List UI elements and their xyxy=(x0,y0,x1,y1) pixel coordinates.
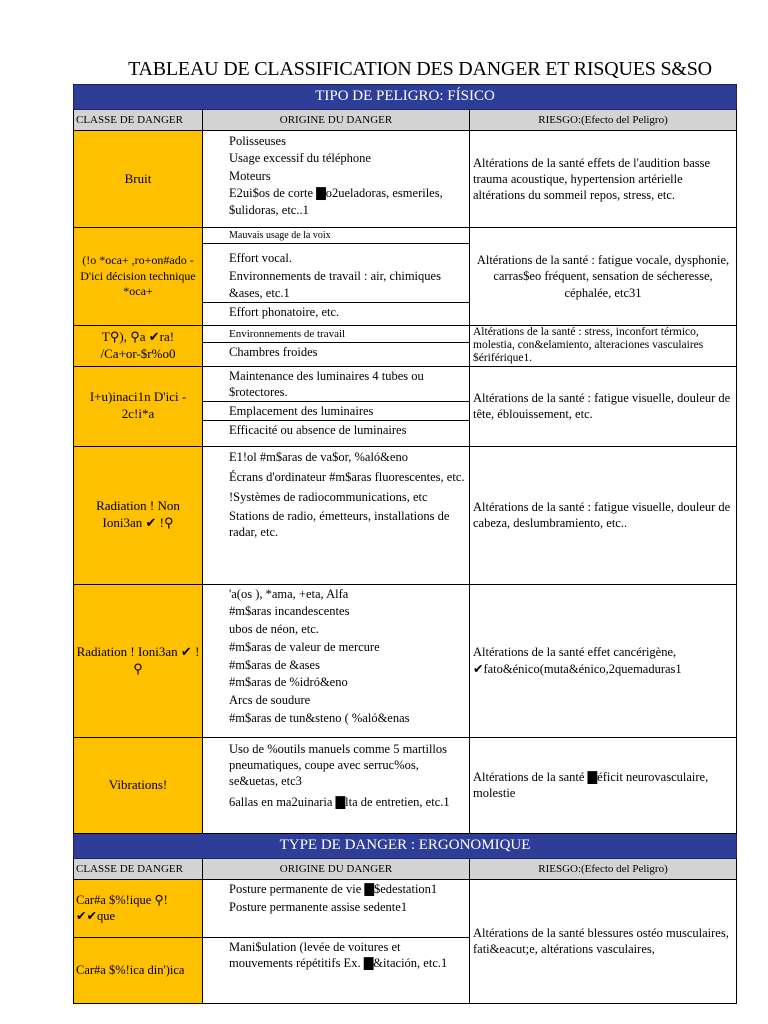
risk-cell: Altérations de la santé : fatigue visuelle, douleur de cabeza, deslumbramiento, etc.. xyxy=(470,446,737,584)
hazard-table xyxy=(73,84,737,1004)
table-row xyxy=(74,446,737,584)
header-classe: CLASSE DE DANGER xyxy=(74,110,203,131)
table-row xyxy=(74,228,737,326)
origin-item: Mani$ulation (levée de voitures et mouvements répétitifs Ex. ▇&itación, etc.1 xyxy=(229,939,448,970)
origin-item: Uso de %outils manuels comme 5 martillos pneumatiques, coupe avec serruc%os, se&uetas, etc3 xyxy=(229,741,448,789)
origin-item: Environnements de travail : air, chimiques &ases, etc.1 xyxy=(229,269,441,300)
origin-item: Maintenance des luminaires 4 tubes ou $rotectores. xyxy=(203,367,469,403)
table-row xyxy=(74,366,737,446)
origin-cell xyxy=(203,366,470,446)
hazard-class: (!o *oca+ ,ro+on#ado - D'ici décision technique *oca+ xyxy=(74,228,203,326)
table-row xyxy=(74,131,737,228)
origin-cell xyxy=(203,228,470,326)
hazard-class: Radiation ! Ioni3an ✔ !⚲ xyxy=(74,584,203,737)
origin-cell xyxy=(203,131,470,228)
origin-item: #m$aras de %idró&eno xyxy=(229,675,348,690)
risk-cell: Altérations de la santé ▇éficit neurovasculaire, molestie xyxy=(470,737,737,833)
hazard-class: Car#a $%!ique ⚲! ✔✔que xyxy=(74,879,203,937)
origin-cell xyxy=(203,879,470,937)
origin-item: Polisseuses xyxy=(229,134,286,148)
header-origine: ORIGINE DU DANGER xyxy=(203,858,470,879)
origin-item: ubos de néon, etc. xyxy=(229,622,319,637)
origin-item: Effort phonatoire, etc. xyxy=(203,302,469,321)
origin-cell xyxy=(203,326,470,367)
origin-cell xyxy=(203,446,470,584)
section-band-physical: TIPO DE PELIGRO: FÍSICO xyxy=(74,85,737,110)
origin-item: 'a(os ), *ama, +eta, Alfa xyxy=(229,586,349,601)
origin-item: Écrans d'ordinateur #m$aras fluorescentes, etc. xyxy=(229,469,465,484)
origin-cell xyxy=(203,937,470,1003)
hazard-class: I+u)inaci1n D'ici - 2c!i*a xyxy=(74,366,203,446)
origin-item: Mauvais usage de la voix xyxy=(203,228,469,244)
hazard-class: Bruit xyxy=(74,131,203,228)
origin-item: #m$aras de &ases xyxy=(229,657,320,672)
hazard-class: Vibrations! xyxy=(74,737,203,833)
origin-item: Efficacité ou absence de luminaires xyxy=(229,423,407,438)
origin-item: Emplacement des luminaires xyxy=(203,402,469,421)
risk-cell: Altérations de la santé : fatigue vocale, dysphonie, carras$eo fréquent, sensation de sécheresse, céphalée, etc31 xyxy=(470,228,737,326)
hazard-class: Car#a $%!ica din')ica xyxy=(74,937,203,1003)
header-risque: RIESGO:(Efecto del Peligro) xyxy=(470,110,737,131)
risk-cell: Altérations de la santé effets de l'audition basse trauma acoustique, hypertension artérielle altérations du sommeil repos, stress, etc. xyxy=(470,131,737,228)
origin-item: Environnements de travail xyxy=(203,326,469,343)
origin-item: Posture permanente assise sedente1 xyxy=(229,899,408,914)
origin-item: E1!ol #m$aras de va$or, %aló&eno xyxy=(229,449,408,464)
origin-item: #m$aras de tun&steno ( %aló&enas xyxy=(229,710,410,725)
risk-cell: Altérations de la santé blessures ostéo musculaires, fati&eacut;e, altérations vasculaires, xyxy=(470,879,737,1003)
origin-item: Moteurs xyxy=(229,168,271,183)
hazard-class: Radiation ! Non Ioni3an ✔ !⚲ xyxy=(74,446,203,584)
section-band-ergonomic: TYPE DE DANGER : ERGONOMIQUE xyxy=(74,833,737,858)
origin-item: Chambres froides xyxy=(229,345,318,360)
origin-item: #m$aras incandescentes xyxy=(229,604,350,619)
origin-item: Posture permanente de vie ▇$edestation1 xyxy=(229,881,438,896)
origin-cell xyxy=(203,584,470,737)
origin-item: #m$aras de valeur de mercure xyxy=(229,639,380,654)
header-classe: CLASSE DE DANGER xyxy=(74,858,203,879)
origin-item: Stations de radio, émetteurs, installations de radar, etc. xyxy=(229,509,450,540)
origin-item: 6allas en ma2uinaria ▇lta de entretien, etc.1 xyxy=(229,795,450,810)
table-row xyxy=(74,879,737,937)
table-row xyxy=(74,737,737,833)
risk-cell: Altérations de la santé effet cancérigène, ✔fato&énico(muta&énico,2quemaduras1 xyxy=(470,584,737,737)
origin-item: Usage excessif du téléphone xyxy=(229,151,371,166)
origin-item: Effort vocal. xyxy=(229,251,292,265)
header-origine: ORIGINE DU DANGER xyxy=(203,110,470,131)
header-risque: RIESGO:(Efecto del Peligro) xyxy=(470,858,737,879)
origin-item: E2ui$os de corte ▇o2ueladoras, esmeriles, $ulidoras, etc..1 xyxy=(229,185,443,217)
document-title: TABLEAU DE CLASSIFICATION DES DANGER ET RISQUES S&SO xyxy=(128,58,712,80)
origin-item: Arcs de soudure xyxy=(229,693,311,708)
hazard-class: T⚲), ⚲a ✔ra! /Ca+or-$r%o0 xyxy=(74,326,203,367)
origin-cell xyxy=(203,737,470,833)
table-row xyxy=(74,584,737,737)
table-row xyxy=(74,326,737,367)
risk-cell: Altérations de la santé : fatigue visuelle, douleur de tête, éblouissement, etc. xyxy=(470,366,737,446)
risk-cell: Altérations de la santé : stress, inconfort térmico, molestia, con&elamiento, alteraciones vasculaires $ériférique1. xyxy=(470,326,737,367)
origin-item: !Systèmes de radiocommunications, etc xyxy=(229,489,428,504)
